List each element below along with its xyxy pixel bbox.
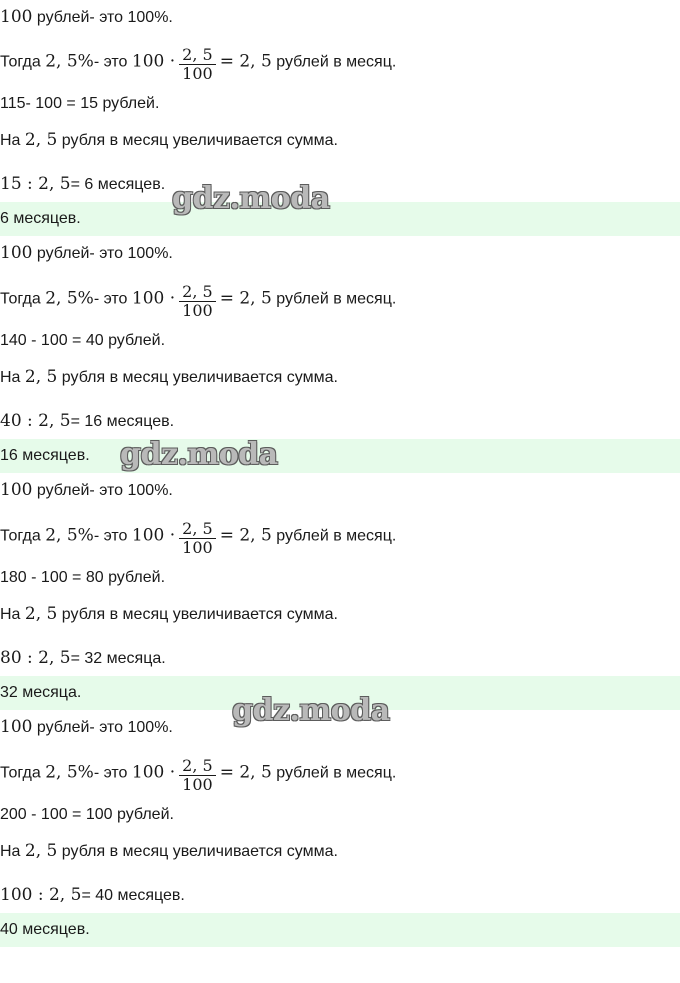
increase-line: На 2, 5 рубля в месяц увеличивается сумма. bbox=[0, 841, 338, 861]
difference-line: 115- 100 = 15 рублей. bbox=[0, 95, 160, 112]
watermark-logo: gdz.moda bbox=[232, 693, 390, 728]
answer-box: 16 месяцев. bbox=[0, 439, 680, 473]
answer-box: 40 месяцев. bbox=[0, 913, 680, 947]
watermark-logo: gdz.moda bbox=[172, 181, 330, 216]
increase-line: На 2, 5 рубля в месяц увеличивается сумма. bbox=[0, 604, 338, 624]
percent-line: Тогда 2, 5%- это 100 · $\frac{2, 5}{100}$ = 2, 5 рублей в месяц. bbox=[0, 45, 397, 79]
intro-line: 100 рублей- это 100%. bbox=[0, 480, 173, 500]
difference-line: 200 - 100 = 100 рублей. bbox=[0, 806, 174, 823]
watermark-logo: gdz.moda bbox=[120, 437, 278, 472]
answer-box: 32 месяца. bbox=[0, 676, 680, 710]
division-line: 40 : 2, 5= 16 месяцев. bbox=[0, 411, 175, 431]
intro-line: 100 рублей- это 100%. bbox=[0, 717, 173, 737]
increase-line: На 2, 5 рубля в месяц увеличивается сумма. bbox=[0, 367, 338, 387]
intro-line: 100 рублей- это 100%. bbox=[0, 7, 173, 27]
intro-line: 100 рублей- это 100%. bbox=[0, 243, 173, 263]
fraction: $\frac{2, 5}{100}$ bbox=[179, 283, 216, 316]
answer-box: 6 месяцев. bbox=[0, 202, 680, 236]
division-line: 15 : 2, 5= 6 месяцев. bbox=[0, 174, 166, 194]
fraction: $\frac{2, 5}{100}$ bbox=[179, 46, 216, 79]
fraction: $\frac{2, 5}{100}$ bbox=[179, 520, 216, 553]
percent-line: Тогда 2, 5%- это 100 · $\frac{2, 5}{100}$ = 2, 5 рублей в месяц. bbox=[0, 282, 397, 316]
division-line: 100 : 2, 5= 40 месяцев. bbox=[0, 885, 185, 905]
percent-line: Тогда 2, 5%- это 100 · $\frac{2, 5}{100}$ = 2, 5 рублей в месяц. bbox=[0, 519, 397, 553]
difference-line: 140 - 100 = 40 рублей. bbox=[0, 332, 166, 349]
fraction: $\frac{2, 5}{100}$ bbox=[179, 757, 216, 790]
increase-line: На 2, 5 рубля в месяц увеличивается сумма. bbox=[0, 130, 338, 150]
percent-line: Тогда 2, 5%- это 100 · $\frac{2, 5}{100}$ = 2, 5 рублей в месяц. bbox=[0, 756, 397, 790]
difference-line: 180 - 100 = 80 рублей. bbox=[0, 569, 166, 586]
division-line: 80 : 2, 5= 32 месяца. bbox=[0, 648, 166, 668]
